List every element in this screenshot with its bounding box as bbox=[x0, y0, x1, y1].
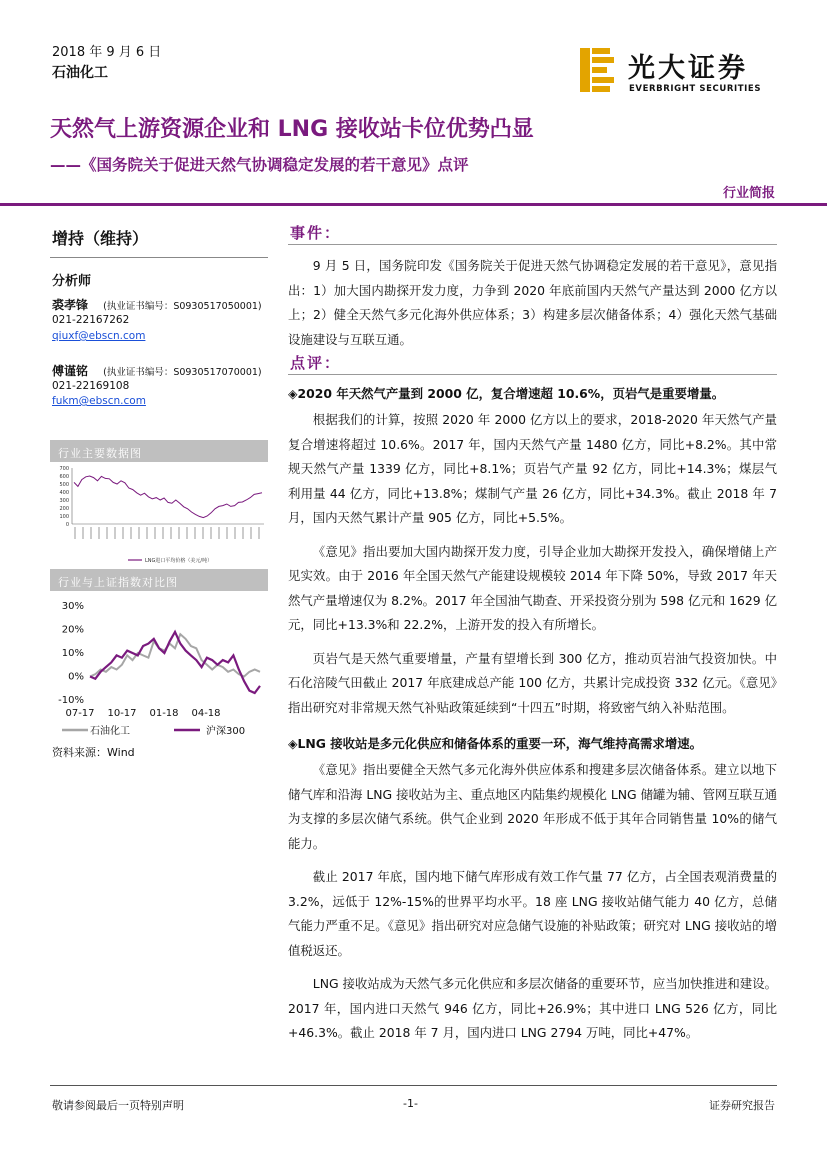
x-tick-mark bbox=[99, 527, 100, 539]
x-tick-mark bbox=[139, 527, 140, 539]
report-type-label: 行业简报 bbox=[722, 186, 775, 201]
production-paragraphs bbox=[288, 408, 777, 720]
footer-divider bbox=[50, 1085, 777, 1086]
x-tick-label: 07-17 bbox=[65, 708, 95, 719]
logo-chinese-name: 光大证券 bbox=[628, 53, 748, 84]
subheading-production: ◈2020 年天然气产量到 2000 亿，复合增速超 10.6%，页岩气是重要增量。 bbox=[288, 386, 725, 401]
x-tick-mark bbox=[155, 527, 156, 539]
x-tick-mark bbox=[171, 527, 172, 539]
legend-label: 石油化工 bbox=[90, 726, 130, 737]
paragraph: LNG 接收站成为天然气多元化供应和多层次储备的重要环节，应当加快推进和建设。2017 年，国内进口天然气 946 亿方，同比+26.9%；其中进口 LNG 526 亿方，同比+46.3%。截止 2018 年 7 月，国内进口 LNG 2794 万吨，同比+47%。 bbox=[288, 976, 777, 1040]
analyst-name: 傅谨铭 bbox=[52, 364, 89, 378]
x-tick-mark bbox=[211, 527, 212, 539]
everbright-logo-icon bbox=[580, 48, 616, 92]
footer-disclaimer: 敬请参阅最后一页特别声明 bbox=[52, 1099, 184, 1112]
x-tick-mark bbox=[259, 527, 260, 539]
industry-data-panel-title: 行业主要数据图 bbox=[50, 440, 268, 462]
paragraph: 截止 2017 年底，国内地下储气库形成有效工作气量 77 亿方，占全国表观消费量的 3.2%，远低于 12%-15%的世界平均水平。18 座 LNG 接收站储气能力 40 亿方，总储气能力严重不足。《意见》指出研究对应急储气设施的补贴政策；研究对 LNG 接收站的增值税返还。 bbox=[288, 869, 777, 958]
y-tick-label: 200 bbox=[59, 506, 69, 512]
analyst-heading: 分析师 bbox=[52, 274, 92, 289]
index-comparison-panel-title: 行业与上证指数对比图 bbox=[50, 569, 268, 591]
y-tick-label: 600 bbox=[59, 474, 69, 480]
x-tick-mark bbox=[187, 527, 188, 539]
comment-heading-rule bbox=[288, 374, 777, 375]
event-paragraph bbox=[288, 254, 777, 352]
rating-divider bbox=[50, 257, 268, 258]
index-comparison-chart bbox=[50, 594, 268, 740]
analyst-email-link[interactable]: fukm@ebscn.com bbox=[52, 395, 146, 407]
series-line-lng-price bbox=[74, 476, 262, 518]
analyst-card bbox=[52, 294, 262, 313]
lng-paragraphs bbox=[288, 758, 777, 1046]
y-tick-label: 500 bbox=[59, 482, 69, 488]
x-tick-mark bbox=[91, 527, 92, 539]
legend-label: 沪深300 bbox=[206, 726, 246, 737]
x-tick-mark bbox=[243, 527, 244, 539]
y-tick-label: 700 bbox=[59, 466, 69, 472]
analyst-phone: 021-22169108 bbox=[52, 380, 130, 392]
analyst-email-link[interactable]: qiuxf@ebscn.com bbox=[52, 330, 146, 342]
report-date: 2018 年 9 月 6 日 bbox=[52, 45, 162, 60]
x-tick-label: 04-18 bbox=[191, 708, 221, 719]
x-tick-mark bbox=[75, 527, 76, 539]
chart-source: 资料来源：Wind bbox=[52, 746, 135, 759]
x-tick-mark bbox=[195, 527, 196, 539]
y-tick-label: 0 bbox=[65, 522, 69, 528]
x-tick-mark bbox=[251, 527, 252, 539]
x-tick-mark bbox=[107, 527, 108, 539]
rating-label: 增持（维持） bbox=[52, 229, 149, 248]
x-tick-mark bbox=[147, 527, 148, 539]
sector-label: 石油化工 bbox=[52, 65, 108, 81]
y-tick-label: -10% bbox=[58, 695, 84, 706]
comment-heading: 点评： bbox=[290, 354, 342, 372]
analyst-cert: (执业证书编号：S0930517070001) bbox=[103, 367, 262, 378]
x-tick-mark bbox=[219, 527, 220, 539]
x-tick-mark bbox=[163, 527, 164, 539]
x-tick-label: 10-17 bbox=[107, 708, 137, 719]
footer-report-label: 证券研究报告 bbox=[709, 1099, 775, 1112]
x-tick-mark bbox=[235, 527, 236, 539]
series-line-hs300 bbox=[90, 632, 260, 693]
y-tick-label: 0% bbox=[68, 671, 84, 683]
x-tick-mark bbox=[203, 527, 204, 539]
page-number: -1- bbox=[403, 1097, 418, 1110]
subheading-lng: ◈LNG 接收站是多元化供应和储备体系的重要一环，海气维持高需求增速。 bbox=[288, 736, 702, 751]
y-tick-label: 400 bbox=[59, 490, 69, 496]
x-tick-mark bbox=[179, 527, 180, 539]
y-tick-label: 20% bbox=[61, 624, 84, 636]
analyst-phone: 021-22167262 bbox=[52, 314, 130, 326]
event-text: 9 月 5 日，国务院印发《国务院关于促进天然气协调稳定发展的若干意见》，意见指出：1）加大国内勘探开发力度，力争到 2020 年底前国内天然气产量达到 2000 亿方以上；2）健全天然气多元化海外供应体系；3）构建多层次储备体系；4）强化天然气基础设施建设与互联互通。 bbox=[288, 258, 777, 347]
industry-data-chart bbox=[50, 462, 268, 572]
x-tick-mark bbox=[83, 527, 84, 539]
paragraph: 《意见》指出要健全天然气多元化海外供应体系和搜建多层次储备体系。建立以地下储气库和沿海 LNG 接收站为主、重点地区内陆集约规模化 LNG 储罐为辅、管网互联互通为支撑的多层次储气系统。供气企业到 2020 年形成不低于其年合同销售量 10%的储气能力。 bbox=[288, 762, 777, 851]
x-tick-label: 01-18 bbox=[149, 708, 179, 719]
y-tick-label: 10% bbox=[61, 648, 84, 659]
analyst-name: 裘孝锋 bbox=[52, 298, 89, 312]
x-tick-mark bbox=[227, 527, 228, 539]
paragraph: 《意见》指出要加大国内勘探开发力度，引导企业加大勘探开发投入，确保增储上产见实效。由于 2016 年全国天然气产能建设规模较 2014 年下降 50%，导致 2017 年天然气产量增速仅为 8.2%。2017 年全国油气勘查、开采投资分别为 598 亿元和 1629 亿元，同比+13.3%和 22.2%，上游开发的投入有所增长。 bbox=[288, 543, 777, 632]
event-heading: 事件： bbox=[290, 224, 342, 242]
event-heading-rule bbox=[288, 244, 777, 245]
page-subtitle: ——《国务院关于促进天然气协调稳定发展的若干意见》点评 bbox=[50, 156, 469, 174]
logo-english-name: EVERBRIGHT SECURITIES bbox=[629, 84, 762, 94]
header-divider bbox=[0, 203, 827, 206]
paragraph: 页岩气是天然气重要增量，产量有望增长到 300 亿方，推动页岩油气投资加快。中石化涪陵气田截止 2017 年底建成总产能 100 亿方，共累计完成投资 332 亿元。《意见》指出研究对非常规天然气补贴政策延续到“十四五”时期，将致密气纳入补贴范围。 bbox=[288, 650, 777, 715]
paragraph: 根据我们的计算，按照 2020 年 2000 亿方以上的要求，2018-2020 年天然气产量复合增速将超过 10.6%。2017 年，国内天然气产量 1480 亿方，同比+8.2%。其中常规天然气产量 1339 亿方，同比+8.1%；页岩气产量 92 亿方，同比+14.3%；煤层气利用量 44 亿方，同比+13.8%；煤制气产量 26 亿方，同比+34.3%。截止 2018 年 7 月，国内天然气累计产量 905 亿方，同比+5.5%。 bbox=[288, 412, 777, 525]
x-tick-mark bbox=[131, 527, 132, 539]
y-tick-label: 30% bbox=[61, 601, 84, 612]
analyst-cert: (执业证书编号：S0930517050001) bbox=[103, 301, 262, 312]
y-tick-label: 300 bbox=[59, 498, 69, 504]
page-title: 天然气上游资源企业和 LNG 接收站卡位优势凸显 bbox=[50, 117, 534, 142]
x-tick-mark bbox=[115, 527, 116, 539]
x-tick-mark bbox=[123, 527, 124, 539]
analyst-card bbox=[52, 360, 262, 379]
y-tick-label: 100 bbox=[59, 514, 69, 520]
legend-label: LNG进口平均价格（美元/吨） bbox=[145, 558, 213, 564]
